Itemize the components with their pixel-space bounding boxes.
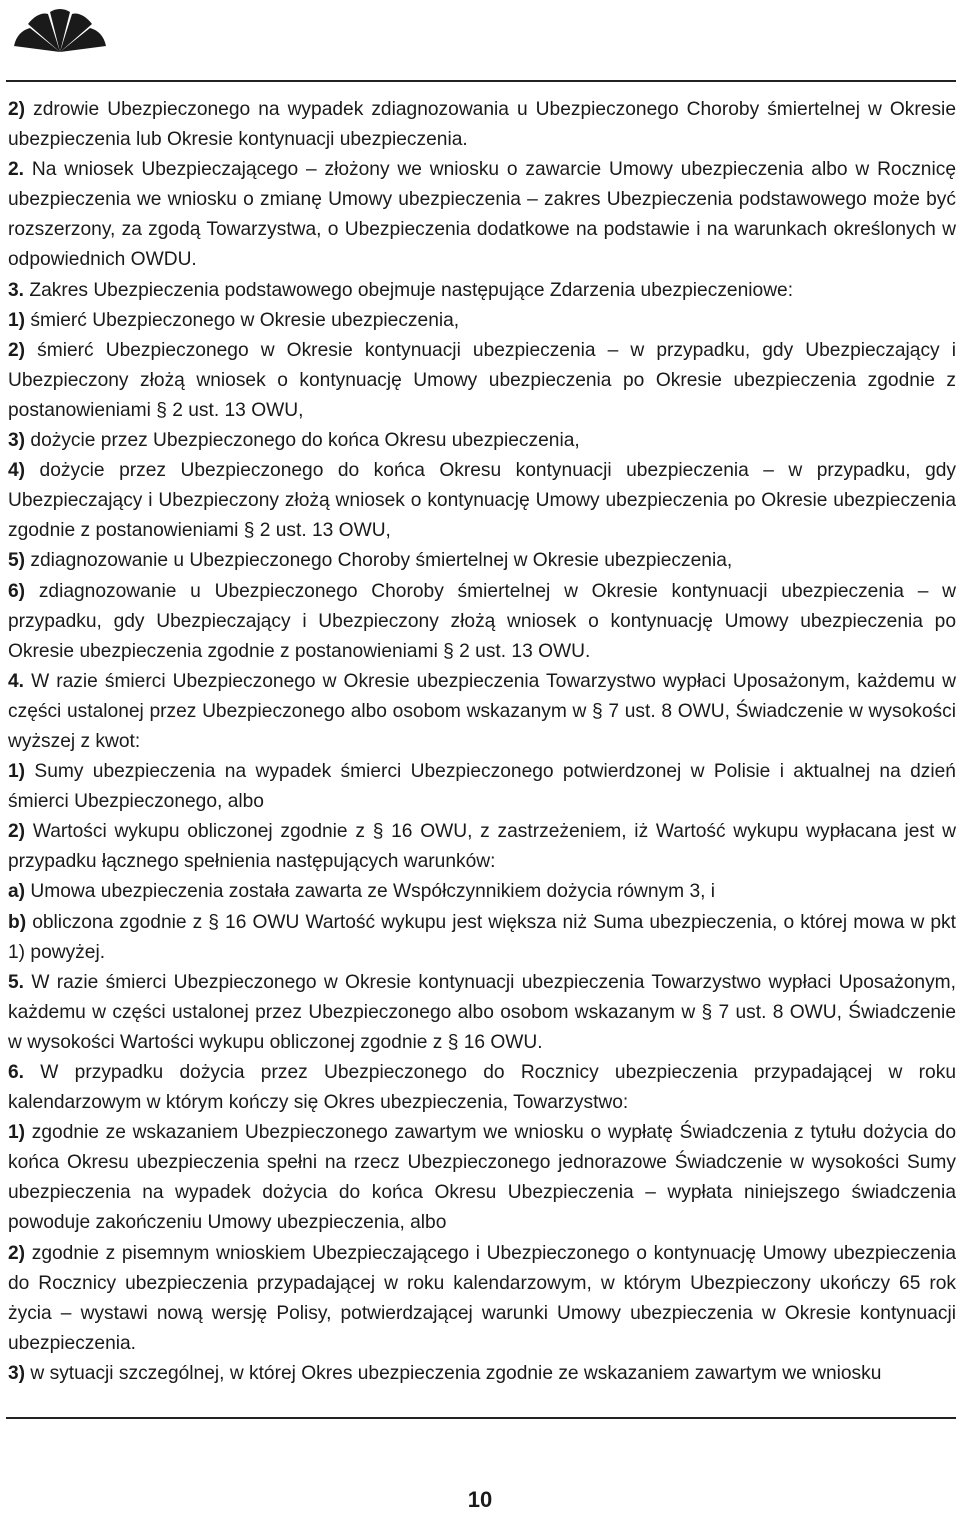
paragraph-number: 2) bbox=[8, 99, 26, 120]
paragraph-text: Wartości wykupu obliczonej zgodnie z § 16 OWU, z zastrzeżeniem, iż Wartość wykupu wypłacana jest w przypadku łącznego spełnienia następujących warunków: bbox=[8, 821, 956, 873]
footer-rule bbox=[6, 1417, 956, 1419]
paragraph-number: 3) bbox=[8, 1362, 26, 1384]
paragraph bbox=[8, 1359, 956, 1389]
paragraph-number: 2) bbox=[8, 821, 26, 843]
paragraph-number: 4. bbox=[8, 670, 25, 692]
paragraph bbox=[8, 95, 956, 155]
paragraph-number: 3) bbox=[8, 430, 26, 452]
paragraph-text: Umowa ubezpieczenia została zawarta ze Współczynnikiem dożycia równym 3, i bbox=[30, 881, 716, 903]
paragraph bbox=[8, 877, 956, 907]
header-rule bbox=[6, 80, 956, 82]
paragraph-number: 6) bbox=[8, 580, 26, 602]
paragraph-text: W przypadku dożycia przez Ubezpieczonego do Rocznicy ubezpieczenia przypadającej w roku kalendarzowym w którym kończy się Okres ubezpieczenia, Towarzystwo: bbox=[8, 1062, 956, 1114]
paragraph bbox=[8, 456, 956, 546]
paragraph-text: zdiagnozowanie u Ubezpieczonego Choroby śmiertelnej w Okresie ubezpieczenia, bbox=[30, 550, 733, 572]
paragraph-number: 5) bbox=[8, 550, 26, 572]
page-number: 10 bbox=[467, 1487, 493, 1512]
paragraph-text: obliczona zgodnie z § 16 OWU Wartość wykupu jest większa niż Suma ubezpieczenia, o której mowa w pkt 1) powyżej. bbox=[8, 911, 956, 963]
paragraph bbox=[8, 1058, 956, 1118]
paragraph-text: Na wniosek Ubezpieczającego – złożony we wniosku o zawarcie Umowy ubezpieczenia albo w Rocznicę ubezpieczenia we wniosku o zmianę Umowy ubezpieczenia – zakres Ubezpieczenia podstawowego może być rozszerzony, za zgodą Towarzystwa, o Ubezpieczenia dodatkowe na podstawie i na warunkach określonych w odpowiednich OWDU. bbox=[8, 159, 956, 271]
paragraph bbox=[8, 817, 956, 877]
paragraph bbox=[8, 577, 956, 667]
paragraph bbox=[8, 908, 956, 968]
paragraph-number: 4) bbox=[8, 460, 26, 482]
paragraph-text: śmierć Ubezpieczonego w Okresie kontynuacji ubezpieczenia – w przypadku, gdy Ubezpieczający i Ubezpieczony złożą wniosek o kontynuację Umowy ubezpieczenia po Okresie ubezpieczenia zgodnie z postanowieniami § 2 ust. 13 OWU, bbox=[8, 339, 956, 421]
paragraph bbox=[8, 1239, 956, 1359]
paragraph-text: dożycie przez Ubezpieczonego do końca Okresu kontynuacji ubezpieczenia – w przypadku, gdy Ubezpieczający i Ubezpieczony złożą wniosek o kontynuację Umowy ubezpieczenia po Okresie ubezpieczenia zgodnie z postanowieniami § 2 ust. 13 OWU, bbox=[8, 460, 957, 542]
paragraph-text: W razie śmierci Ubezpieczonego w Okresie ubezpieczenia Towarzystwo wypłaci Uposażonym, każdemu w części ustalonej przez Ubezpieczonego albo osobom wskazanym w § 7 ust. 8 OWU, Świadczenie w wysokości wyższej z kwot: bbox=[8, 670, 956, 752]
paragraph-number: 2) bbox=[8, 339, 26, 361]
paragraph-number: 2. bbox=[8, 159, 25, 181]
paragraph bbox=[8, 426, 956, 456]
paragraph bbox=[8, 155, 956, 275]
paragraph bbox=[8, 968, 956, 1058]
paragraph-number: 1) bbox=[8, 309, 26, 331]
paragraph-number: 3. bbox=[8, 279, 25, 301]
paragraph-text: w sytuacji szczególnej, w której Okres ubezpieczenia zgodnie ze wskazaniem zawartym we wniosku bbox=[30, 1362, 882, 1384]
document-body bbox=[8, 95, 956, 1389]
paragraph bbox=[8, 667, 956, 757]
paragraph-number: 5. bbox=[8, 971, 25, 993]
paragraph-number: 1) bbox=[8, 761, 26, 783]
paragraph bbox=[8, 1118, 956, 1238]
paragraph bbox=[8, 336, 956, 426]
fan-logo-icon bbox=[12, 6, 108, 54]
paragraph-text: dożycie przez Ubezpieczonego do końca Okresu ubezpieczenia, bbox=[30, 430, 580, 452]
paragraph-number: a) bbox=[8, 881, 26, 903]
paragraph-text: śmierć Ubezpieczonego w Okresie ubezpieczenia, bbox=[30, 309, 460, 331]
paragraph-text: zdiagnozowanie u Ubezpieczonego Choroby śmiertelnej w Okresie kontynuacji ubezpieczenia – w przypadku, gdy Ubezpieczający i Ubezpieczony złożą wniosek o kontynuację Umowy ubezpieczenia po Okresie ubezpieczenia zgodnie z postanowieniami § 2 ust. 13 OWU. bbox=[8, 580, 956, 662]
paragraph-text: W razie śmierci Ubezpieczonego w Okresie kontynuacji ubezpieczenia Towarzystwo wypłaci Uposażonym, każdemu w części ustalonej przez Ubezpieczonego albo osobom wskazanym w § 7 ust. 8 OWU, Świadczenie w wysokości Wartości wykupu obliczonej zgodnie z § 16 OWU. bbox=[8, 971, 956, 1053]
paragraph-text: Zakres Ubezpieczenia podstawowego obejmuje następujące Zdarzenia ubezpieczeniowe: bbox=[29, 279, 794, 301]
paragraph-text: Sumy ubezpieczenia na wypadek śmierci Ubezpieczonego potwierdzonej w Polisie i aktualnej na dzień śmierci Ubezpieczonego, albo bbox=[8, 761, 956, 813]
paragraph-number: 6. bbox=[8, 1062, 25, 1083]
paragraph-text: zdrowie Ubezpieczonego na wypadek zdiagnozowania u Ubezpieczonego Choroby śmiertelnej w Okresie ubezpieczenia lub Okresie kontynuacji ubezpieczenia. bbox=[8, 99, 956, 151]
paragraph bbox=[8, 546, 956, 576]
paragraph-text: zgodnie ze wskazaniem Ubezpieczonego zawartym we wniosku o wypłatę Świadczenia z tytułu dożycia do końca Okresu ubezpieczenia spełni na rzecz Ubezpieczonego jednorazowe Świadczenie w wysokości Sumy ubezpieczenia na wypadek dożycia do końca Okresu Ubezpieczenia – wypłata niniejszego świadczenia powoduje zakończeniu Umowy ubezpieczenia, albo bbox=[8, 1122, 956, 1234]
paragraph-text: zgodnie z pisemnym wnioskiem Ubezpieczającego i Ubezpieczonego o kontynuację Umowy ubezpieczenia do Rocznicy ubezpieczenia przypadającej w roku kalendarzowym, w którym Ubezpieczony ukończy 65 rok życia – wystawi nową wersję Polisy, potwierdzającej warunki Umowy ubezpieczenia w Okresie kontynuacji ubezpieczenia. bbox=[8, 1242, 956, 1354]
paragraph bbox=[8, 276, 956, 306]
paragraph-number: 1) bbox=[8, 1122, 26, 1144]
paragraph-number: 2) bbox=[8, 1242, 26, 1264]
paragraph bbox=[8, 306, 956, 336]
paragraph-number: b) bbox=[8, 911, 27, 933]
paragraph bbox=[8, 757, 956, 817]
